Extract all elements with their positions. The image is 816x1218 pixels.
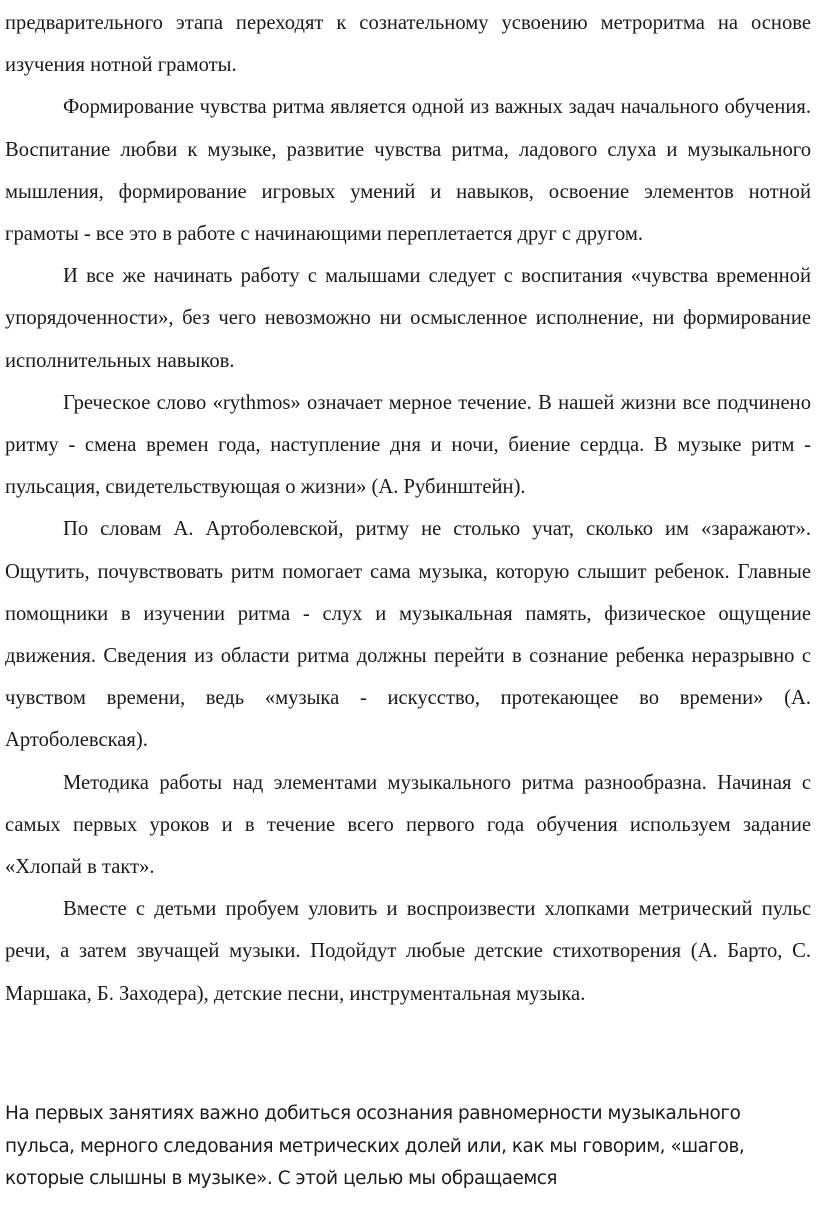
paragraph-rythmos: Греческое слово «rythmos» означает мерное течение. В нашей жизни все подчинено ритму - смена времен года, наступление дня и ночи, биение сердца. В музыке ритм - пульсация, свидетельствующая о жизни» (А. Рубинштейн). <box>5 391 811 499</box>
paragraph-artobolevskaya: По словам А. Артоболевской, ритму не столько учат, сколько им «заражают». Ощутить, почувствовать ритм помогает сама музыка, которую слышит ребенок. Главные помощники в изучении ритма - слух и музыкальная память, физическое ощущение движения. Сведения из области ритма должны перейти в сознание ребенка неразрывно с чувством времени, ведь «музыка - искусство, протекающее во времени» (А. Артоболевская). <box>5 518 811 752</box>
paragraph-first-lessons: На первых занятиях важно добиться осознания равномерности музыкального пульса, мерного следования метрических долей или, как мы говорим, «шагов, которые слышны в музыке». С этой целью мы обращаемся <box>5 1103 745 1189</box>
document-body <box>5 2 811 1015</box>
paragraph-clapping: Вместе с детьми пробуем уловить и воспроизвести хлопками метрический пульс речи, а затем звучащей музыки. Подойдут любые детские стихотворения (А. Барто, С. Маршака, Б. Заходера), детские песни, инструментальная музыка. <box>5 898 811 1005</box>
paragraph-rhythm-formation: Формирование чувства ритма является одной из важных задач начального обучения. Воспитание любви к музыке, развитие чувства ритма, ладового слуха и музыкального мышления, формирование игровых умений и навыков, освоение элементов нотной грамоты - все это в работе с начинающими переплетается друг с другом. <box>5 96 811 246</box>
paragraph-temporal-order: И все же начинать работу с малышами следует с воспитания «чувства временной упорядоченности», без чего невозможно ни осмысленное исполнение, ни формирование исполнительных навыков. <box>5 265 811 372</box>
paragraph-methodology: Методика работы над элементами музыкального ритма разнообразна. Начиная с самых первых уроков и в течение всего первого года обучения используем задание «Хлопай в такт». <box>5 771 811 879</box>
paragraph-continuation: предварительного этапа переходят к сознательному усвоению метроритма на основе изучения нотной грамоты. <box>5 12 811 77</box>
closing-text-block <box>5 1098 811 1196</box>
